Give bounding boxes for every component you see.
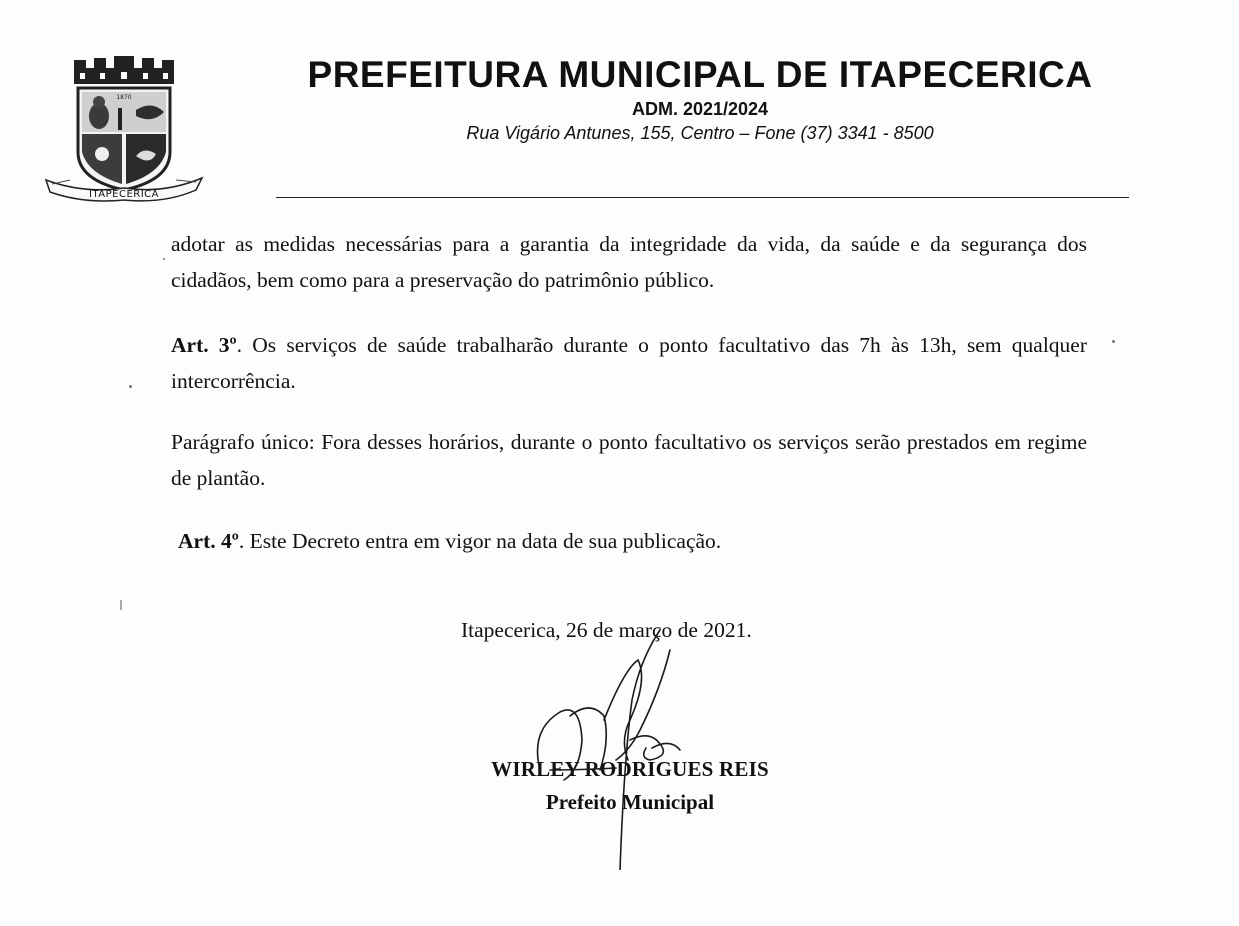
scan-speck [120,600,122,610]
article-3-label: Art. 3º [171,333,237,357]
date-line: Itapecerica, 26 de março de 2021. [461,618,752,642]
article-4-text: . Este Decreto entra em vigor na data de sua publicação. [238,529,722,553]
scan-speck [163,258,165,260]
signer-name: WIRLEY RODRIGUES REIS [491,757,769,781]
paragrafo-unico [171,424,1087,496]
article-3-text: . Os serviços de saúde trabalharão durante o ponto facultativo das 7h às 13h, sem qualquer intercorrência. [171,333,1087,393]
municipal-coat-of-arms [44,52,204,204]
scan-speck [1112,340,1115,343]
svg-text:1870: 1870 [116,94,132,101]
scan-speck [129,385,132,388]
signer-role: Prefeito Municipal [545,790,715,814]
article-4-label: Art. 4º [178,529,239,553]
paragraph-continuation [171,226,1087,298]
paragrafo-unico-text: Parágrafo único: Fora desses horários, durante o ponto facultativo os serviços serão prestados em regime de plantão. [171,430,1087,490]
administration-period: ADM. 2021/2024 [631,99,769,119]
svg-text:ITAPECERICA: ITAPECERICA [89,189,159,200]
document-title: PREFEITURA MUNICIPAL DE ITAPECERICA [307,54,1093,95]
header-divider [276,197,1129,198]
article-3 [171,327,1087,399]
handwritten-signature [520,620,710,870]
address-line: Rua Vigário Antunes, 155, Centro – Fone (37) 3341 - 8500 [466,123,934,143]
paragraph-text: adotar as medidas necessárias para a garantia da integridade da vida, da saúde e da segurança dos cidadãos, bem como para a preservação do patrimônio público. [171,232,1087,292]
article-4 [178,523,1078,559]
